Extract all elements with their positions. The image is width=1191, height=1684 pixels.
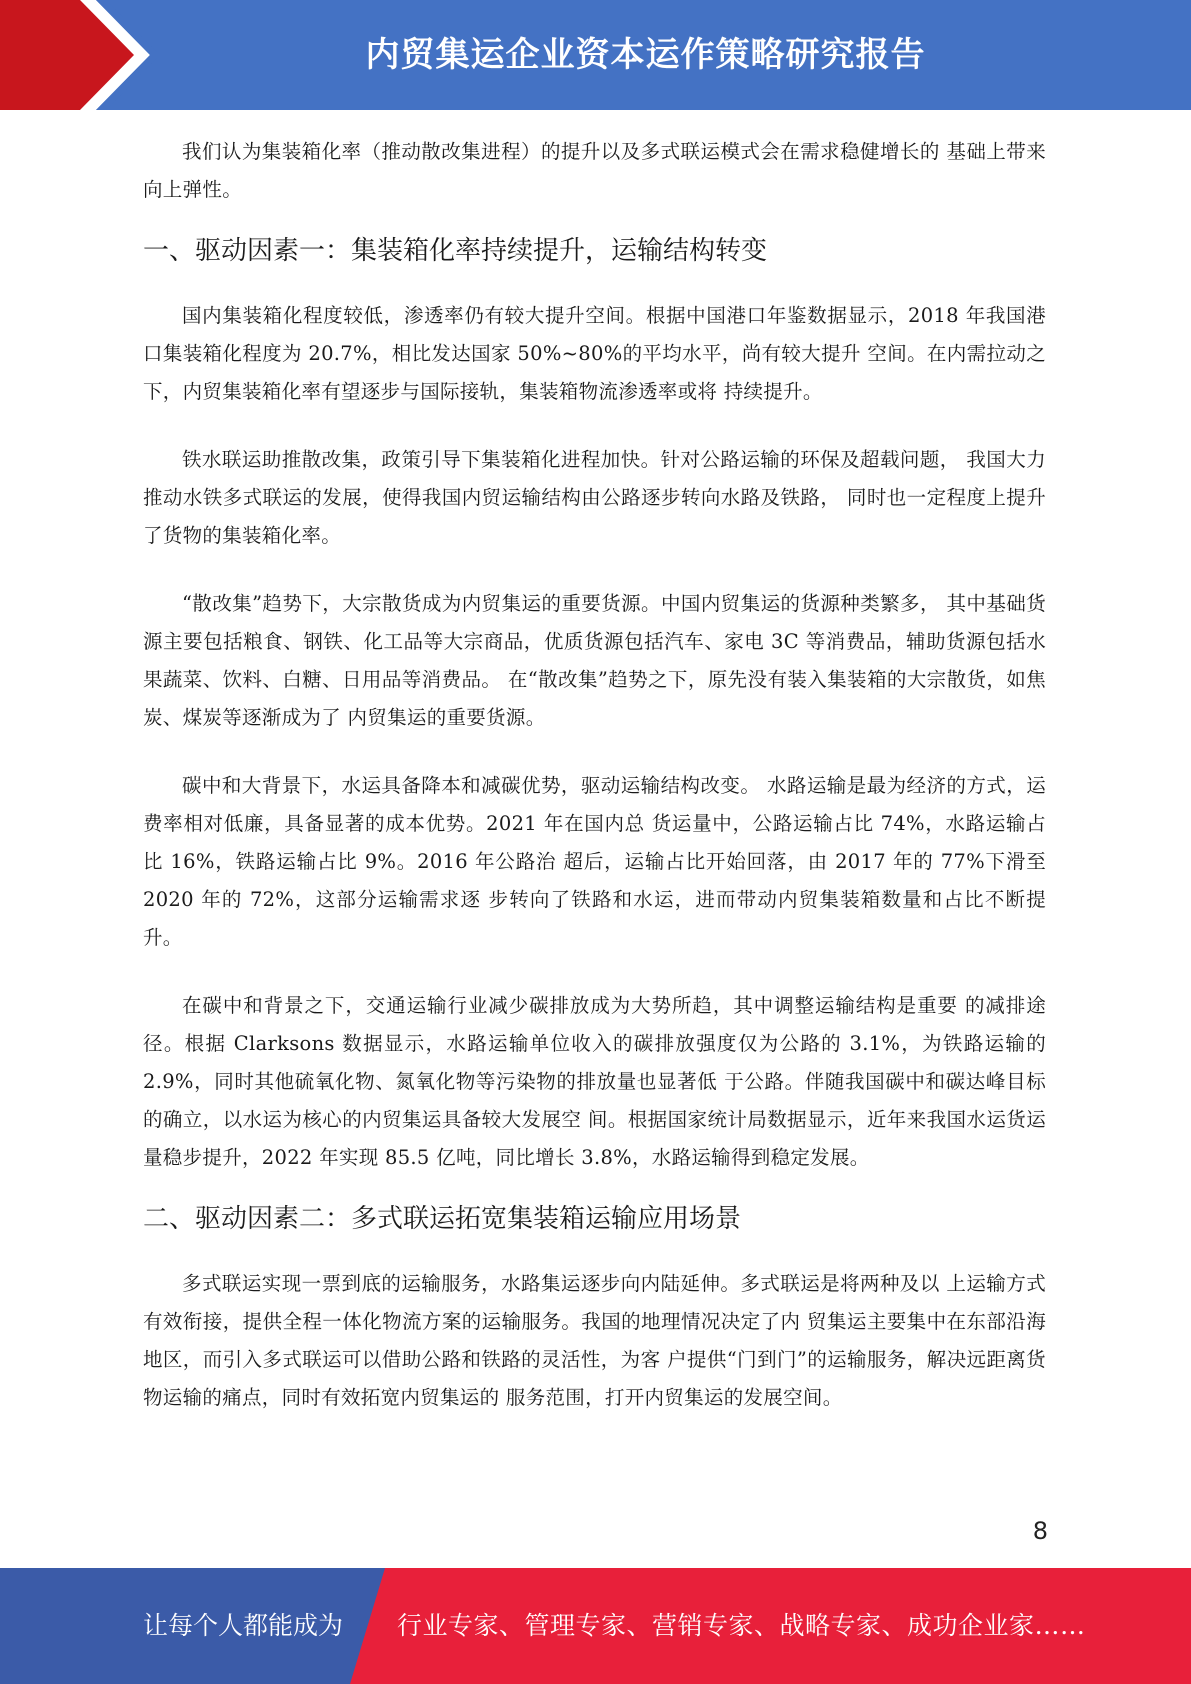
section-1-paragraph: 国内集装箱化程度较低，渗透率仍有较大提升空间。根据中国港口年鉴数据显示，2018 年我国港口集装箱化程度为 20.7%，相比发达国家 50%~80%的平均水平，尚有较大提升 空间。在内需拉动之下，内贸集装箱化率有望逐步与国际接轨，集装箱物流渗透率或将 持续提升。: [143, 304, 1046, 403]
header-arrow-decoration: [0, 0, 160, 110]
report-title: 内贸集运企业资本运作策略研究报告: [365, 35, 926, 75]
page-header: [0, 0, 1191, 110]
intro-paragraph: 我们认为集装箱化率（推动散改集进程）的提升以及多式联运模式会在需求稳健增长的 基础上带来向上弹性。: [143, 140, 1046, 201]
section-1-heading: 一、驱动因素一：集装箱化率持续提升，运输结构转变: [143, 236, 768, 266]
section-2-paragraph: 多式联运实现一票到底的运输服务，水路集运逐步向内陆延伸。多式联运是将两种及以 上运输方式有效衔接，提供全程一体化物流方案的运输服务。我国的地理情况决定了内 贸集运主要集中在东部沿海地区，而引入多式联运可以借助公路和铁路的灵活性，为客 户提供“门到门”的运输服务，解决远距离货物运输的痛点，同时有效拓宽内贸集运的 服务范围，打开内贸集运的发展空间。: [143, 1272, 1046, 1409]
footer-slogan-right: 行业专家、管理专家、营销专家、战略专家、成功企业家……: [397, 1611, 1086, 1640]
section-2-heading: 二、驱动因素二：多式联运拓宽集装箱运输应用场景: [143, 1204, 742, 1234]
page-number: 8: [1032, 1517, 1048, 1545]
section-1-paragraph: 铁水联运助推散改集，政策引导下集装箱化进程加快。针对公路运输的环保及超载问题， 我国大力推动水铁多式联运的发展，使得我国内贸运输结构由公路逐步转向水路及铁路， 同时也一定程度上提升了货物的集装箱化率。: [143, 448, 1046, 547]
document-body: [143, 133, 1046, 1417]
footer-slogan-left: 让每个人都能成为: [143, 1611, 344, 1640]
section-1-paragraph: 在碳中和背景之下，交通运输行业减少碳排放成为大势所趋，其中调整运输结构是重要 的减排途径。根据 Clarksons 数据显示，水路运输单位收入的碳排放强度仅为公路的 3.1%，为铁路运输的 2.9%，同时其他硫氧化物、氮氧化物等污染物的排放量也显著低 于公路。伴随我国碳中和碳达峰目标的确立，以水运为核心的内贸集运具备较大发展空 间。根据国家统计局数据显示，近年来我国水运货运量稳步提升，2022 年实现 85.5 亿吨，同比增长 3.8%，水路运输得到稳定发展。: [143, 994, 1046, 1169]
section-1-paragraph: “散改集”趋势下，大宗散货成为内贸集运的重要货源。中国内贸集运的货源种类繁多， 其中基础货源主要包括粮食、钢铁、化工品等大宗商品，优质货源包括汽车、家电 3C 等消费品，辅助货源包括水果蔬菜、饮料、白糖、日用品等消费品。 在“散改集”趋势之下，原先没有装入集装箱的大宗散货，如焦炭、煤炭等逐渐成为了 内贸集运的重要货源。: [143, 592, 1046, 729]
page-footer: [0, 1568, 1191, 1684]
section-1-paragraph: 碳中和大背景下，水运具备降本和减碳优势，驱动运输结构改变。 水路运输是最为经济的方式，运费率相对低廉，具备显著的成本优势。2021 年在国内总 货运量中，公路运输占比 74%，水路运输占比 16%，铁路运输占比 9%。2016 年公路治 超后，运输占比开始回落，由 2017 年的 77%下滑至 2020 年的 72%，这部分运输需求逐 步转向了铁路和水运，进而带动内贸集装箱数量和占比不断提升。: [143, 774, 1046, 949]
